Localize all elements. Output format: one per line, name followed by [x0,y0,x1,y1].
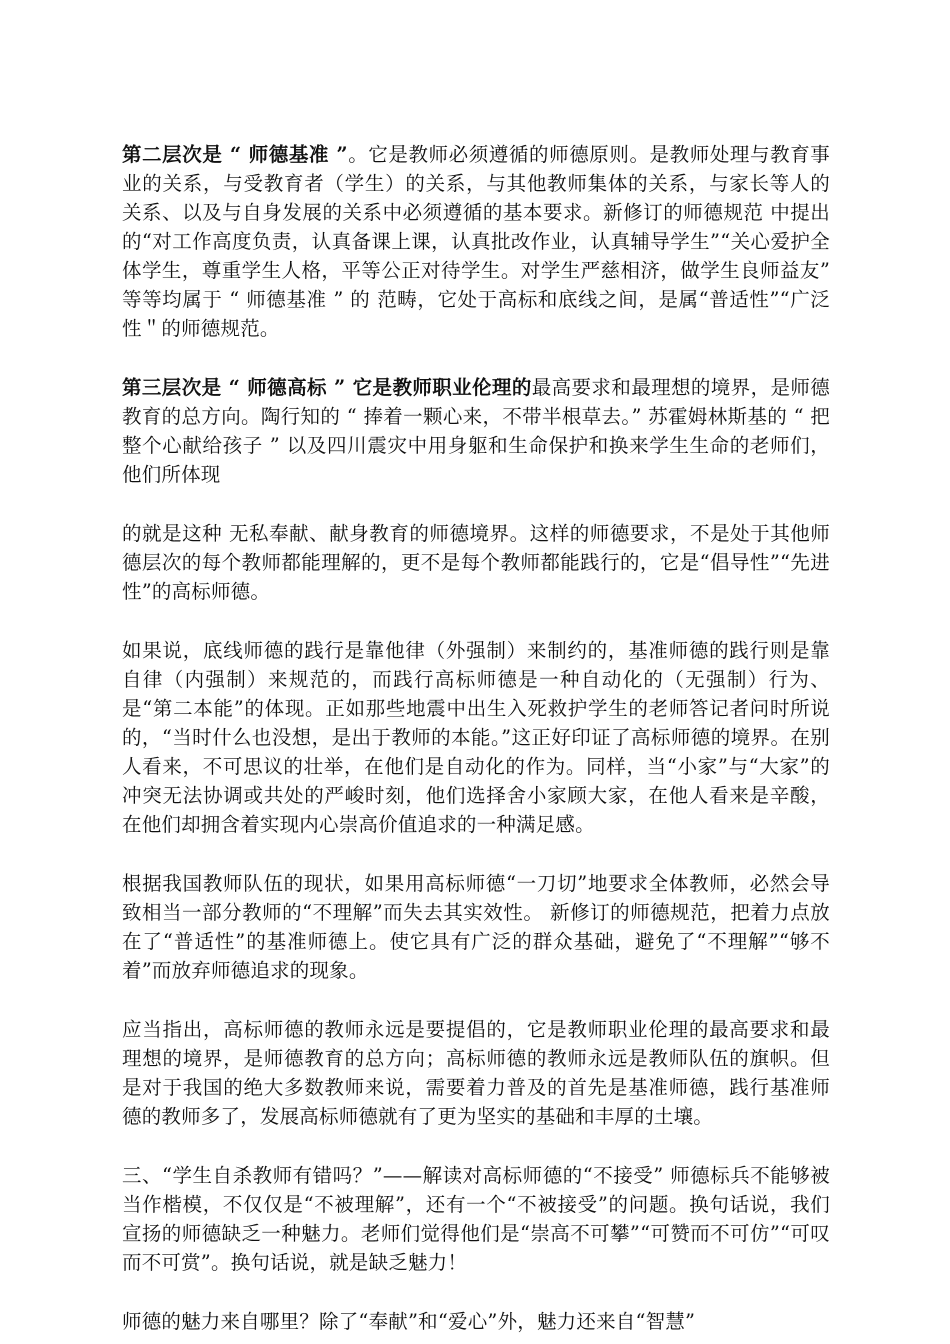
paragraph-current-status-body: 根据我国教师队伍的现状，如果用高标师德“一刀切”地要求全体教师，必然会导致相当一部分教师的“不理解”而失去其实效性。 新修订的师德规范，把着力点放在了“普适性”的基准师德上。使它具有广泛的群众基础，避免了“不理解”“够不着”而放弃师德追求的现象。 [122,872,830,982]
paragraph-note-body: 应当指出，高标师德的教师永远是要提倡的，它是教师职业伦理的最高要求和最理想的境界，是师德教育的总方向；高标师德的教师永远是教师队伍的旗帜。但是对于我国的绝大多数教师来说，需要着力普及的首先是基准师德，践行基准师德的教师多了，发展高标师德就有了更为坚实的基础和丰厚的土壤。 [122,1018,830,1128]
paragraph-gap [122,1131,830,1161]
paragraph-comparison-body: 如果说，底线师德的践行是靠他律（外强制）来制约的，基准师德的践行则是靠自律（内强制）来规范的，而践行高标师德是一种自动化的（无强制）行为、是“第二本能”的体现。正如那些地震中出生入死救护学生的老师答记者问时所说的，“当时什么也没想，是出于教师的本能。”这正好印证了高标师德的境界。在别人看来，不可思议的壮举，在他们是自动化的作为。同样，当“小家”与“大家”的冲突无法协调或共处的严峻时刻，他们选择舍小家顾大家，在他人看来是辛酸，在他们却拥含着实现内心崇高价值追求的一种满足感。 [122,639,830,836]
paragraph-gap [122,985,830,1015]
paragraph-comparison [122,636,830,839]
paragraph-charm-body: 师德的魅力来自哪里？除了“奉献”和“爱心”外，魅力还来自“智慧” [122,1310,696,1333]
paragraph-gap [122,489,830,519]
paragraph-level-three-continued [122,519,830,606]
paragraph-level-three [122,373,830,489]
document-page [122,140,830,1336]
paragraph-level-three-heading: 第三层次是 “ 师德高标 ” 它是教师职业伦理的 [122,376,532,399]
paragraph-section-three [122,1161,830,1277]
paragraph-charm [122,1307,830,1336]
paragraph-level-three-body: 最高要求和最理想的境界，是师德教育的总方向。陶行知的 “ 捧着一颗心来，不带半根草去。” 苏霍姆林斯基的 “ 把整个心献给孩子 ” 以及四川震灾中用身躯和生命保护和换来学生生命的老师们，他们所体现 [122,376,830,486]
paragraph-level-three-continued-body: 的就是这种 无私奉献、献身教育的师德境界。这样的师德要求，不是处于其他师德层次的每个教师都能理解的，更不是每个教师都能践行的，它是“倡导性”“先进性”的高标师德。 [122,522,830,603]
paragraph-gap [122,1277,830,1307]
paragraph-gap [122,606,830,636]
paragraph-section-three-body: 三、“学生自杀教师有错吗？”——解读对高标师德的“不接受” 师德标兵不能够被当作楷模，不仅仅是“不被理解”，还有一个“不被接受”的问题。换句话说，我们宣扬的师德缺乏一种魅力。老师们觉得他们是“崇高不可攀”“可赞而不可仿”“可叹而不可赏”。换句话说，就是缺乏魅力！ [122,1164,830,1274]
paragraph-note [122,1015,830,1131]
paragraph-gap [122,343,830,373]
paragraph-level-two [122,140,830,343]
paragraph-current-status [122,869,830,985]
paragraph-gap [122,839,830,869]
paragraph-level-two-heading: 第二层次是 “ 师德基准 ” [122,143,348,166]
paragraph-level-two-body: 。它是教师必须遵循的师德原则。是教师处理与教育事业的关系，与受教育者（学生）的关系，与其他教师集体的关系，与家长等人的关系、以及与自身发展的关系中必须遵循的基本要求。新修订的师德规范 中提出的“对工作高度负责，认真备课上课，认真批改作业，认真辅导学生”“关心爱护全体学生，尊重学生人格，平等公正对待学生。对学生严慈相济，做学生良师益友” 等等均属于 “ 师德基准 ” 的 范畴，它处于高标和底线之间，是属“普适性”“广泛性＂的师德规范。 [122,143,830,340]
